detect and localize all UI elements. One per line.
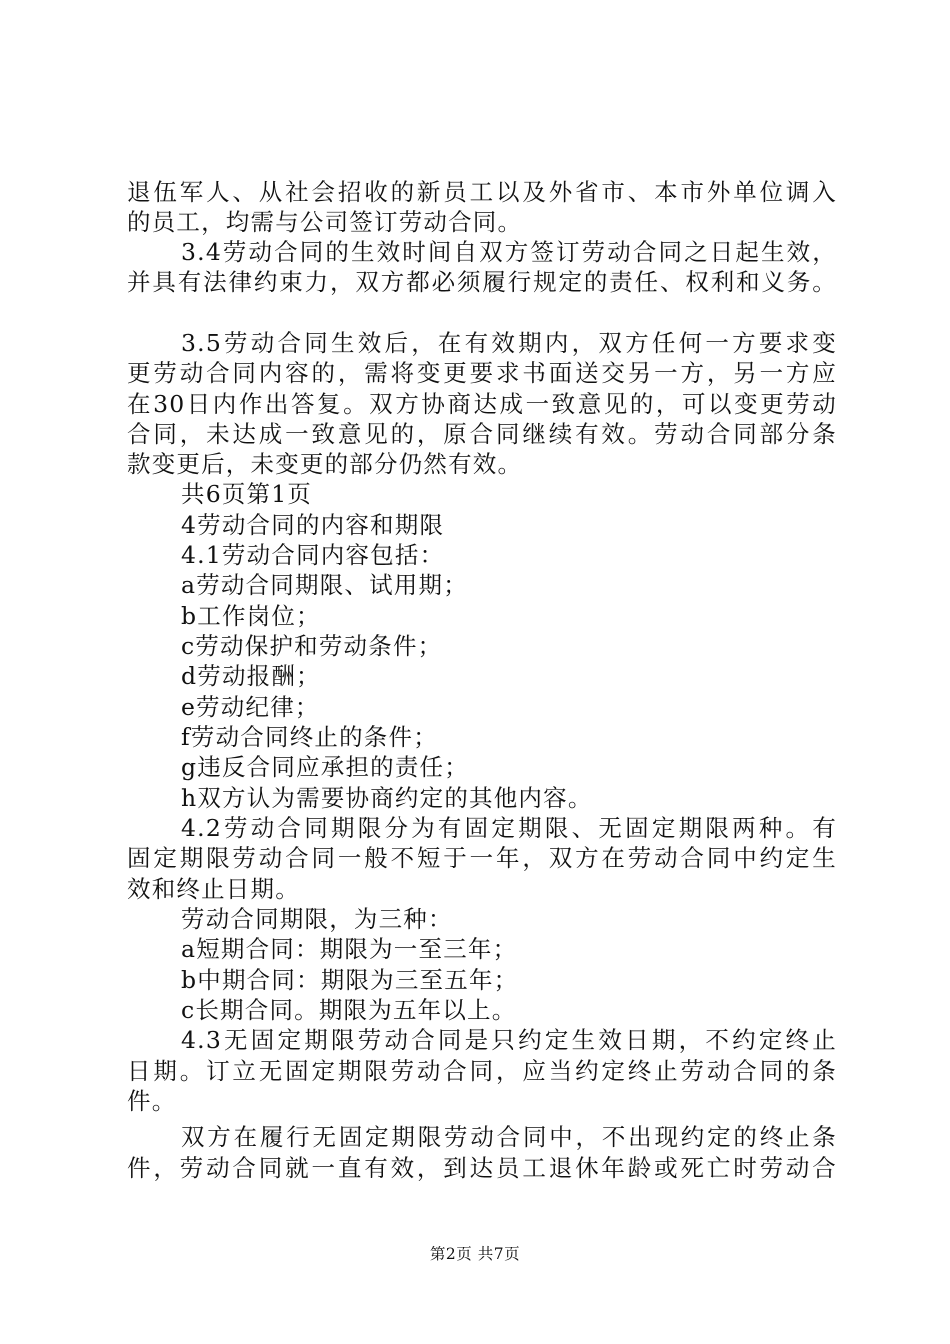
- list-item: b中期合同：期限为三至五年；: [181, 966, 519, 994]
- text-line: 款变更后，未变更的部分仍然有效。: [127, 450, 523, 478]
- list-item: a短期合同：期限为一至三年；: [181, 935, 518, 963]
- text-line: 双方在履行无固定期限劳动合同中，不出现约定的终止条: [181, 1123, 837, 1151]
- list-item: f劳动合同终止的条件；: [181, 723, 438, 751]
- text-line: 3.5劳动合同生效后，在有效期内，双方任何一方要求变: [181, 329, 837, 357]
- text-line: 退伍军人、从社会招收的新员工以及外省市、本市外单位调入: [127, 178, 837, 206]
- page-footer: 第2页 共7页: [429, 1245, 521, 1263]
- text-line: 4.1劳动合同内容包括：: [181, 541, 445, 569]
- text-line: 固定期限劳动合同一般不短于一年，双方在劳动合同中约定生: [127, 844, 837, 872]
- text-line: 日期。订立无固定期限劳动合同，应当约定终止劳动合同的条: [127, 1057, 837, 1085]
- section-heading: 4劳动合同的内容和期限: [181, 511, 445, 539]
- list-item: b工作岗位；: [181, 602, 321, 630]
- list-item: a劳动合同期限、试用期；: [181, 571, 468, 599]
- list-item: e劳动纪律；: [181, 693, 320, 721]
- text-line: 4.2劳动合同期限分为有固定期限、无固定期限两种。有: [181, 814, 837, 842]
- text-line: 的员工，均需与公司签订劳动合同。: [127, 208, 523, 236]
- text-line: 合同，未达成一致意见的，原合同继续有效。劳动合同部分条: [127, 420, 837, 448]
- list-item: d劳动报酬；: [181, 662, 321, 690]
- text-line: 并具有法律约束力，双方都必须履行规定的责任、权利和义务。: [127, 268, 837, 296]
- page-count-note: 共6页第1页: [181, 480, 313, 508]
- text-line: 件。: [127, 1087, 177, 1115]
- text-line: 效和终止日期。: [127, 875, 300, 903]
- list-item: c长期合同。期限为五年以上。: [181, 996, 517, 1024]
- text-line: 劳动合同期限，为三种：: [181, 905, 453, 933]
- list-item: c劳动保护和劳动条件；: [181, 632, 443, 660]
- text-line: 4.3无固定期限劳动合同是只约定生效日期，不约定终止: [181, 1026, 837, 1054]
- text-line: 件，劳动合同就一直有效，到达员工退休年龄或死亡时劳动合: [127, 1154, 837, 1182]
- list-item: g违反合同应承担的责任；: [181, 753, 469, 781]
- text-line: 更劳动合同内容的，需将变更要求书面送交另一方，另一方应: [127, 359, 837, 387]
- list-item: h双方认为需要协商约定的其他内容。: [181, 784, 593, 812]
- text-line: 在30日内作出答复。双方协商达成一致意见的，可以变更劳动: [127, 390, 837, 418]
- text-line: 3.4劳动合同的生效时间自双方签订劳动合同之日起生效，: [181, 238, 837, 266]
